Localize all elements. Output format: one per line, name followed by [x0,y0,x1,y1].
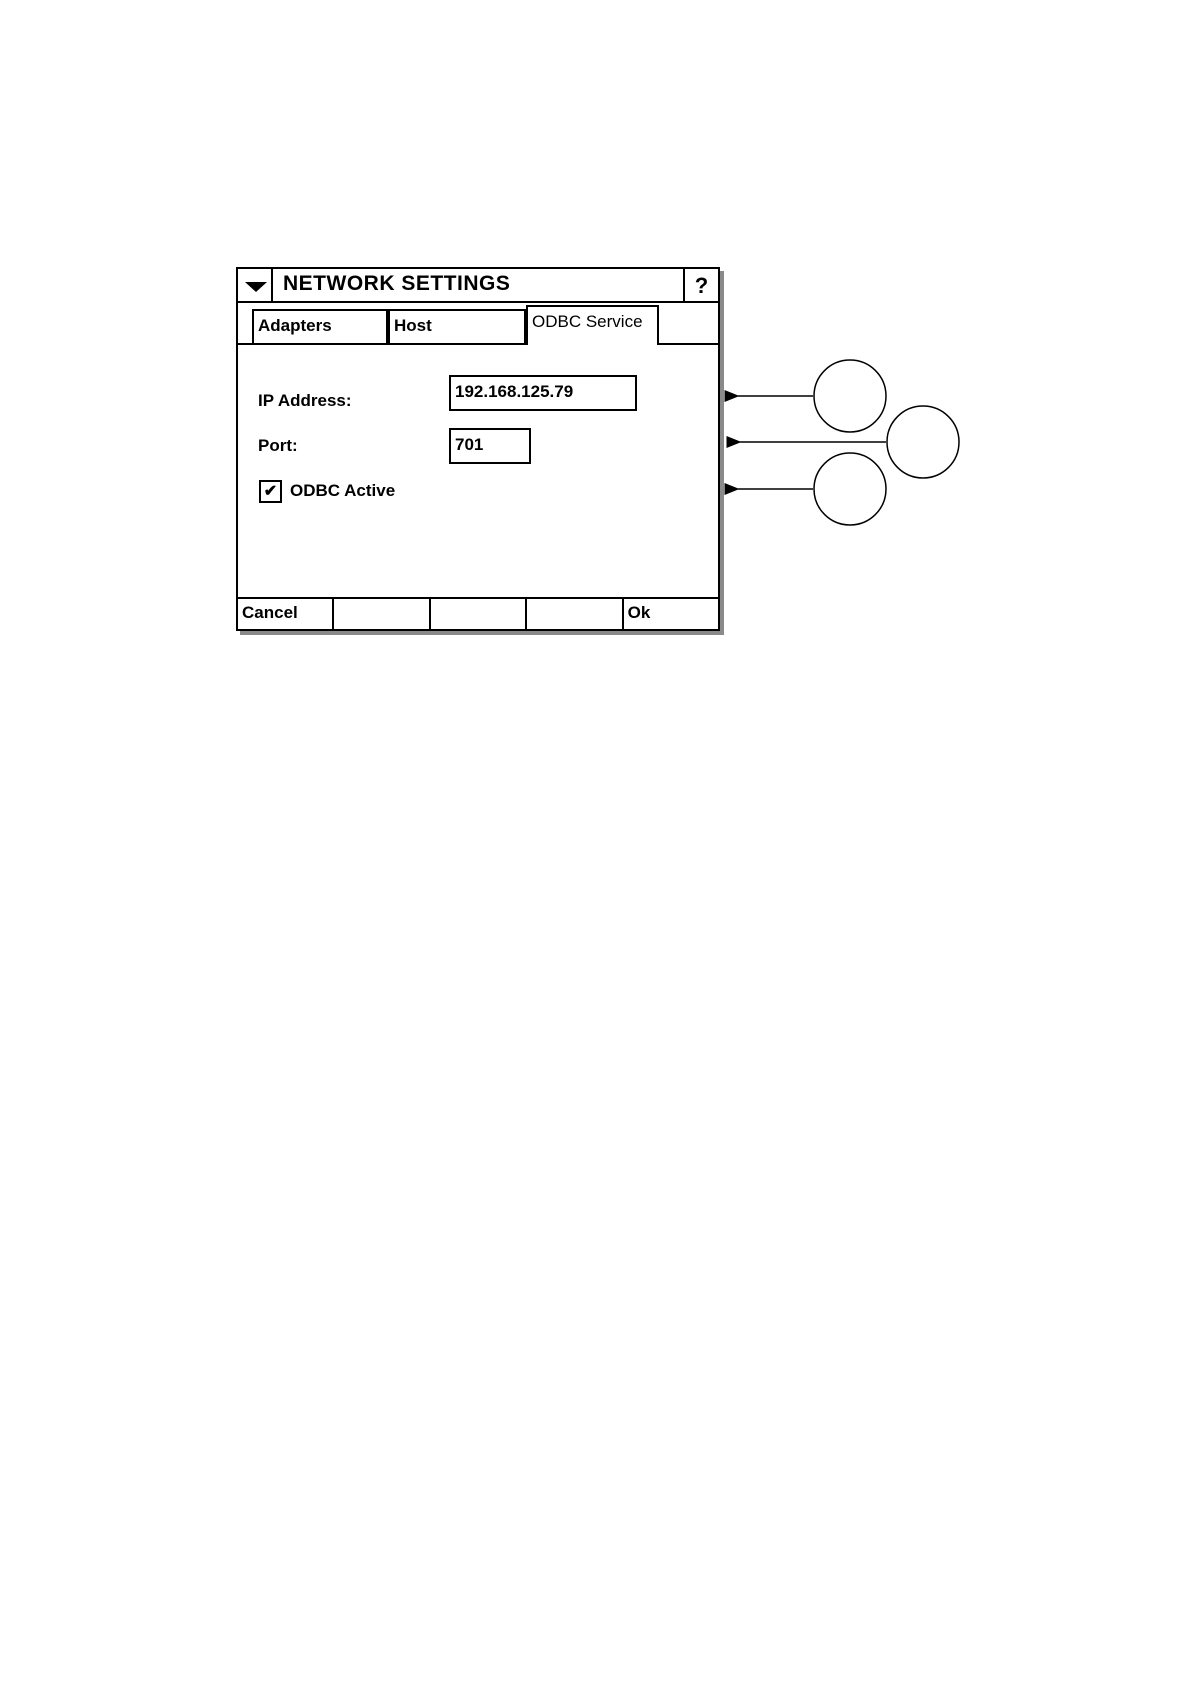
odbc-active-checkbox[interactable] [259,480,282,503]
callout-circle-1 [814,360,886,432]
triangle-down-icon [245,282,267,292]
cancel-softkey[interactable]: Cancel [238,599,334,629]
port-input[interactable]: 701 [449,428,531,464]
softkey-4[interactable] [527,599,623,629]
callout-1 [738,360,886,432]
port-label: Port: [258,436,298,455]
ip-address-input[interactable]: 192.168.125.79 [449,375,637,411]
callout-circle-3 [814,453,886,525]
callout-circle-2 [887,406,959,478]
softkey-bar [238,597,718,629]
title-bar [238,269,718,303]
ip-address-label: IP Address: [258,391,352,410]
window-title: NETWORK SETTINGS [283,272,511,295]
tab-host[interactable]: Host [388,309,526,343]
help-button[interactable]: ? [683,269,718,301]
callout-3 [738,453,886,525]
softkey-3[interactable] [431,599,527,629]
checkmark-icon: ✔ [263,483,278,500]
network-settings-dialog [236,267,720,631]
ok-softkey[interactable]: Ok [627,603,651,622]
softkey-2[interactable] [334,599,430,629]
tab-adapters[interactable]: Adapters [252,309,388,343]
menu-button[interactable] [238,269,273,301]
callout-2 [740,406,959,478]
tab-odbc-service[interactable]: ODBC Service [526,305,659,345]
odbc-active-label: ODBC Active [290,481,396,500]
